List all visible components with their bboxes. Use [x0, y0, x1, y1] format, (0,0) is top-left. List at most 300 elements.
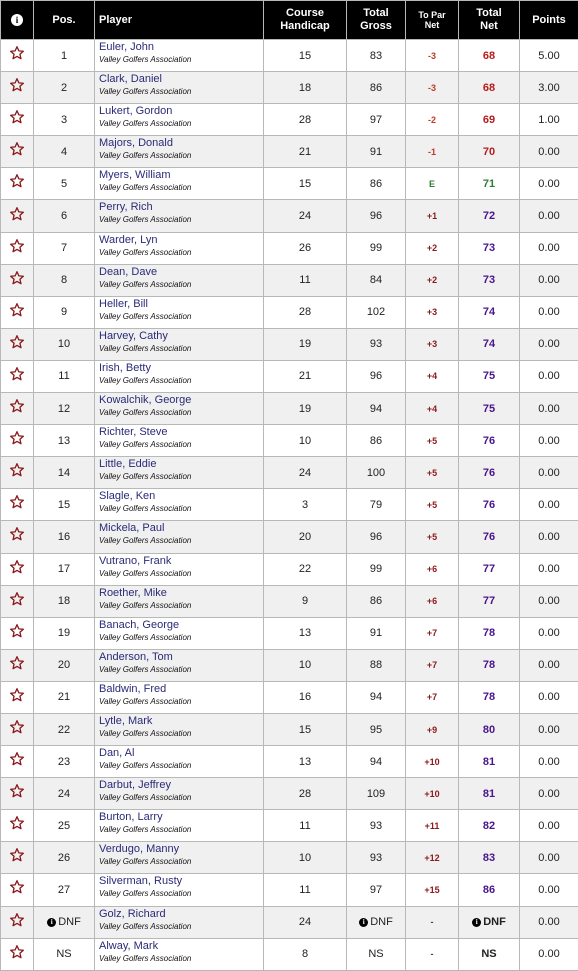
gross-value: DNF [370, 916, 393, 929]
gross-cell [347, 40, 406, 72]
net-cell [459, 778, 520, 810]
favorite-cell[interactable] [1, 393, 34, 425]
player-cell[interactable] [95, 681, 264, 713]
topar-cell: E [406, 168, 459, 200]
player-name[interactable]: Mickela, Paul [99, 522, 165, 535]
player-cell[interactable] [95, 104, 264, 136]
player-cell[interactable] [95, 874, 264, 906]
star-icon[interactable] [9, 529, 25, 546]
star-icon[interactable] [9, 337, 25, 354]
player-association: Valley Golfers Association [99, 889, 192, 899]
pos-cell [34, 553, 95, 585]
player-name[interactable]: Irish, Betty [99, 361, 151, 374]
net-cell [459, 104, 520, 136]
player-cell[interactable] [95, 296, 264, 328]
player-cell[interactable] [95, 360, 264, 392]
points-cell: 0.00 [520, 328, 578, 360]
favorite-cell[interactable] [1, 585, 34, 617]
points-cell: 0.00 [520, 489, 578, 521]
points-cell: 0.00 [520, 585, 578, 617]
player-association: Valley Golfers Association [99, 825, 192, 835]
star-icon[interactable] [9, 562, 25, 579]
pos-cell [34, 328, 95, 360]
player-cell[interactable] [95, 393, 264, 425]
player-name[interactable]: Vutrano, Frank [99, 554, 172, 567]
net-cell [459, 521, 520, 553]
pos-cell [34, 457, 95, 489]
player-cell[interactable] [95, 232, 264, 264]
player-name[interactable]: Baldwin, Fred [99, 682, 167, 695]
pos-cell [34, 72, 95, 104]
favorite-cell[interactable] [1, 457, 34, 489]
favorite-cell[interactable] [1, 713, 34, 745]
pos-value: 14 [57, 466, 71, 479]
gross-header-line1: Total [363, 7, 389, 20]
table-row[interactable] [1, 168, 578, 200]
player-name[interactable]: Lytle, Mark [99, 714, 153, 727]
net-cell [459, 425, 520, 457]
favorite-cell[interactable] [1, 489, 34, 521]
gross-cell [347, 168, 406, 200]
topar-cell: +6 [406, 553, 459, 585]
pos-cell [34, 874, 95, 906]
points-cell: 0.00 [520, 713, 578, 745]
gross-value: 93 [369, 338, 383, 351]
player-cell[interactable] [95, 938, 264, 970]
topar-header-line1: To Par [418, 9, 446, 20]
topar-cell: +7 [406, 617, 459, 649]
pos-cell [34, 104, 95, 136]
pos-cell [34, 938, 95, 970]
table-row[interactable] [1, 72, 578, 104]
gross-value: 109 [366, 787, 386, 800]
player-header[interactable]: Player [95, 1, 264, 40]
player-cell[interactable] [95, 200, 264, 232]
player-name[interactable]: Burton, Larry [99, 811, 163, 824]
pos-value: 20 [57, 659, 71, 672]
table-row[interactable] [1, 617, 578, 649]
topar-cell: +5 [406, 425, 459, 457]
player-cell[interactable] [95, 810, 264, 842]
table-row[interactable] [1, 553, 578, 585]
star-icon[interactable] [9, 915, 25, 932]
pos-cell [34, 393, 95, 425]
gross-cell [347, 553, 406, 585]
gross-header[interactable] [347, 1, 406, 40]
player-cell[interactable] [95, 136, 264, 168]
player-association: Valley Golfers Association [99, 119, 192, 129]
points-cell: 0.00 [520, 746, 578, 778]
gross-cell [347, 457, 406, 489]
player-association: Valley Golfers Association [99, 279, 192, 289]
star-icon[interactable] [9, 273, 25, 290]
pos-value: 5 [60, 177, 68, 190]
favorite-cell[interactable] [1, 553, 34, 585]
player-name[interactable]: Verdugo, Manny [99, 843, 180, 856]
net-cell [459, 649, 520, 681]
net-cell [459, 393, 520, 425]
favorite-cell[interactable] [1, 681, 34, 713]
net-cell [459, 72, 520, 104]
gross-value: 99 [369, 242, 383, 255]
player-name[interactable]: Lukert, Gordon [99, 105, 173, 118]
star-icon[interactable] [9, 401, 25, 418]
favorite-cell[interactable] [1, 232, 34, 264]
table-row[interactable] [1, 746, 578, 778]
pos-cell [34, 746, 95, 778]
player-association: Valley Golfers Association [99, 761, 192, 771]
topar-cell: +1 [406, 200, 459, 232]
gross-value: 97 [369, 113, 383, 126]
pos-cell [34, 521, 95, 553]
star-icon[interactable] [9, 850, 25, 867]
favorite-cell[interactable] [1, 521, 34, 553]
table-row[interactable] [1, 906, 578, 938]
table-row[interactable] [1, 842, 578, 874]
info-icon[interactable]: i [359, 918, 368, 927]
points-cell: 1.00 [520, 104, 578, 136]
player-cell[interactable] [95, 72, 264, 104]
player-name[interactable]: Myers, William [99, 169, 171, 182]
player-name[interactable]: Roether, Mike [99, 586, 167, 599]
pos-cell [34, 168, 95, 200]
table-row[interactable] [1, 360, 578, 392]
topar-cell: +7 [406, 681, 459, 713]
favorite-cell[interactable] [1, 328, 34, 360]
favorite-cell[interactable] [1, 649, 34, 681]
star-icon[interactable] [9, 754, 25, 771]
topar-cell: +9 [406, 713, 459, 745]
table-row[interactable] [1, 778, 578, 810]
pos-value: 25 [57, 819, 71, 832]
net-value: 78 [482, 659, 496, 672]
table-row[interactable] [1, 425, 578, 457]
pos-header[interactable]: Pos. [34, 1, 95, 40]
gross-value: 95 [369, 723, 383, 736]
player-name[interactable]: Warder, Lyn [99, 233, 158, 246]
gross-value: 97 [369, 883, 383, 896]
player-name[interactable]: Harvey, Cathy [99, 329, 168, 342]
net-value: NS [481, 948, 497, 961]
table-row[interactable] [1, 681, 578, 713]
net-value: 69 [482, 113, 496, 126]
player-cell[interactable] [95, 617, 264, 649]
player-name[interactable]: Darbut, Jeffrey [99, 779, 171, 792]
table-row[interactable] [1, 713, 578, 745]
star-icon[interactable] [9, 369, 25, 386]
star-icon[interactable] [9, 947, 25, 964]
player-association: Valley Golfers Association [99, 921, 192, 931]
star-icon[interactable] [9, 144, 25, 161]
table-row[interactable] [1, 393, 578, 425]
player-association: Valley Golfers Association [99, 151, 192, 161]
net-cell [459, 617, 520, 649]
pos-cell [34, 232, 95, 264]
pos-value: 15 [57, 498, 71, 511]
favorite-cell[interactable] [1, 40, 34, 72]
pos-value: 19 [57, 627, 71, 640]
table-row[interactable] [1, 585, 578, 617]
net-value: DNF [483, 916, 506, 929]
star-icon[interactable] [9, 882, 25, 899]
handicap-cell: 10 [264, 425, 347, 457]
handicap-cell: 21 [264, 360, 347, 392]
handicap-cell: 15 [264, 40, 347, 72]
player-name[interactable]: Banach, George [99, 618, 180, 631]
star-icon[interactable] [9, 209, 25, 226]
favorite-cell[interactable] [1, 425, 34, 457]
net-cell [459, 200, 520, 232]
star-icon[interactable] [9, 690, 25, 707]
star-icon[interactable] [9, 626, 25, 643]
star-icon[interactable] [9, 818, 25, 835]
gross-cell [347, 810, 406, 842]
net-value: 83 [482, 851, 496, 864]
gross-value: 86 [369, 81, 383, 94]
player-cell[interactable] [95, 40, 264, 72]
player-cell[interactable] [95, 842, 264, 874]
star-icon[interactable] [9, 305, 25, 322]
gross-value: 96 [369, 530, 383, 543]
favorite-cell[interactable] [1, 360, 34, 392]
pos-cell [34, 200, 95, 232]
handicap-cell: 16 [264, 681, 347, 713]
pos-value: NS [56, 948, 72, 961]
handicap-cell: 22 [264, 553, 347, 585]
points-cell: 0.00 [520, 168, 578, 200]
handicap-header-line2: Handicap [280, 20, 330, 32]
pos-value: 26 [57, 851, 71, 864]
player-cell[interactable] [95, 649, 264, 681]
table-row[interactable] [1, 296, 578, 328]
net-value: 81 [482, 787, 496, 800]
pos-cell [34, 617, 95, 649]
gross-cell [347, 617, 406, 649]
pos-value: 17 [57, 563, 71, 576]
player-name[interactable]: Silverman, Rusty [99, 875, 183, 888]
net-header[interactable] [459, 1, 520, 40]
player-cell[interactable] [95, 713, 264, 745]
player-cell[interactable] [95, 168, 264, 200]
star-icon[interactable] [9, 465, 25, 482]
player-cell[interactable] [95, 778, 264, 810]
player-cell[interactable] [95, 457, 264, 489]
pos-cell [34, 40, 95, 72]
topar-cell: +5 [406, 457, 459, 489]
topar-cell: +4 [406, 393, 459, 425]
player-association: Valley Golfers Association [99, 568, 192, 578]
info-icon[interactable]: i [472, 918, 481, 927]
player-name[interactable]: Anderson, Tom [99, 650, 173, 663]
topar-cell: +2 [406, 264, 459, 296]
handicap-cell: 19 [264, 328, 347, 360]
points-cell: 0.00 [520, 649, 578, 681]
player-association: Valley Golfers Association [99, 504, 192, 514]
points-header[interactable]: Points [520, 1, 578, 40]
star-icon[interactable] [9, 80, 25, 97]
net-cell [459, 296, 520, 328]
player-name[interactable]: Euler, John [99, 41, 155, 53]
handicap-cell: 13 [264, 617, 347, 649]
table-row[interactable] [1, 328, 578, 360]
pos-value: 21 [57, 691, 71, 704]
gross-cell [347, 713, 406, 745]
favorite-cell[interactable] [1, 617, 34, 649]
player-cell[interactable] [95, 489, 264, 521]
table-row[interactable] [1, 104, 578, 136]
player-cell[interactable] [95, 553, 264, 585]
star-icon[interactable] [9, 48, 25, 65]
player-name[interactable]: Dean, Dave [99, 265, 158, 278]
gross-value: 91 [369, 145, 383, 158]
pos-cell [34, 425, 95, 457]
favorite-cell[interactable] [1, 200, 34, 232]
player-cell[interactable] [95, 746, 264, 778]
star-icon[interactable] [9, 658, 25, 675]
handicap-cell: 11 [264, 810, 347, 842]
player-name[interactable]: Slagle, Ken [99, 490, 156, 503]
handicap-cell: 10 [264, 649, 347, 681]
points-cell: 0.00 [520, 393, 578, 425]
table-row[interactable] [1, 232, 578, 264]
points-cell: 0.00 [520, 457, 578, 489]
player-name[interactable]: Little, Eddie [99, 458, 157, 471]
net-value: 76 [482, 434, 496, 447]
info-icon[interactable]: i [47, 918, 56, 927]
pos-value: 10 [57, 338, 71, 351]
table-row[interactable] [1, 200, 578, 232]
gross-value: 94 [369, 755, 383, 768]
table-row[interactable] [1, 264, 578, 296]
pos-cell [34, 842, 95, 874]
favorite-cell[interactable] [1, 264, 34, 296]
player-cell[interactable] [95, 906, 264, 938]
favorite-cell[interactable] [1, 296, 34, 328]
net-value: 70 [482, 145, 496, 158]
favorite-cell[interactable] [1, 810, 34, 842]
favorite-cell[interactable] [1, 874, 34, 906]
favorite-cell[interactable] [1, 778, 34, 810]
pos-cell [34, 136, 95, 168]
info-icon[interactable]: i [11, 14, 23, 26]
player-cell[interactable] [95, 585, 264, 617]
gross-value: 94 [369, 402, 383, 415]
table-row[interactable] [1, 40, 578, 72]
player-name[interactable]: Kowalchik, George [99, 394, 192, 407]
favorite-cell[interactable] [1, 72, 34, 104]
net-cell [459, 264, 520, 296]
star-icon[interactable] [9, 722, 25, 739]
star-icon[interactable] [9, 594, 25, 611]
player-cell[interactable] [95, 425, 264, 457]
favorite-cell[interactable] [1, 906, 34, 938]
player-name[interactable]: Majors, Donald [99, 137, 173, 150]
favorite-cell[interactable] [1, 842, 34, 874]
favorite-cell[interactable] [1, 938, 34, 970]
pos-value: 8 [60, 274, 68, 287]
favorite-cell[interactable] [1, 136, 34, 168]
handicap-cell: 24 [264, 200, 347, 232]
net-cell [459, 136, 520, 168]
points-cell: 0.00 [520, 906, 578, 938]
star-icon[interactable] [9, 497, 25, 514]
handicap-cell: 3 [264, 489, 347, 521]
handicap-header[interactable] [264, 1, 347, 40]
net-cell [459, 457, 520, 489]
pos-value: 12 [57, 402, 71, 415]
handicap-cell: 8 [264, 938, 347, 970]
table-row[interactable] [1, 136, 578, 168]
net-value: 76 [482, 466, 496, 479]
gross-value: 96 [369, 210, 383, 223]
player-name[interactable]: Richter, Steve [99, 426, 168, 439]
topar-cell: -3 [406, 72, 459, 104]
gross-value: 83 [369, 49, 383, 62]
star-icon[interactable] [9, 241, 25, 258]
net-cell [459, 681, 520, 713]
favorite-cell[interactable] [1, 104, 34, 136]
table-row[interactable] [1, 649, 578, 681]
net-cell [459, 842, 520, 874]
pos-value: 11 [58, 370, 70, 383]
player-cell[interactable] [95, 328, 264, 360]
player-name[interactable]: Perry, Rich [99, 201, 153, 214]
star-icon[interactable] [9, 112, 25, 129]
player-name[interactable]: Clark, Daniel [99, 73, 162, 86]
table-row[interactable] [1, 457, 578, 489]
gross-cell [347, 778, 406, 810]
table-row[interactable] [1, 489, 578, 521]
player-cell[interactable] [95, 264, 264, 296]
favorite-cell[interactable] [1, 168, 34, 200]
gross-value: 79 [369, 498, 383, 511]
net-cell [459, 713, 520, 745]
pos-value: 1 [60, 49, 68, 62]
topar-cell: +5 [406, 489, 459, 521]
gross-cell [347, 264, 406, 296]
topar-cell: +10 [406, 746, 459, 778]
points-cell: 0.00 [520, 810, 578, 842]
player-cell[interactable] [95, 521, 264, 553]
gross-cell [347, 296, 406, 328]
favorite-cell[interactable] [1, 746, 34, 778]
player-name[interactable]: Alway, Mark [99, 939, 159, 952]
star-icon[interactable] [9, 433, 25, 450]
topar-cell: +6 [406, 585, 459, 617]
handicap-cell: 21 [264, 136, 347, 168]
net-cell [459, 938, 520, 970]
pos-cell [34, 906, 95, 938]
info-header[interactable] [1, 1, 34, 40]
handicap-cell: 13 [264, 746, 347, 778]
net-cell [459, 489, 520, 521]
table-row[interactable] [1, 810, 578, 842]
gross-cell [347, 72, 406, 104]
net-value: 73 [482, 242, 496, 255]
star-icon[interactable] [9, 786, 25, 803]
player-name[interactable]: Dan, Al [99, 747, 135, 760]
topar-cell: +4 [406, 360, 459, 392]
player-name[interactable]: Heller, Bill [99, 297, 148, 310]
points-cell: 0.00 [520, 617, 578, 649]
table-row[interactable] [1, 521, 578, 553]
topar-header[interactable] [406, 1, 459, 40]
table-row[interactable] [1, 938, 578, 970]
player-name[interactable]: Golz, Richard [99, 907, 166, 920]
star-icon[interactable] [9, 176, 25, 193]
points-cell: 0.00 [520, 264, 578, 296]
table-row[interactable] [1, 874, 578, 906]
